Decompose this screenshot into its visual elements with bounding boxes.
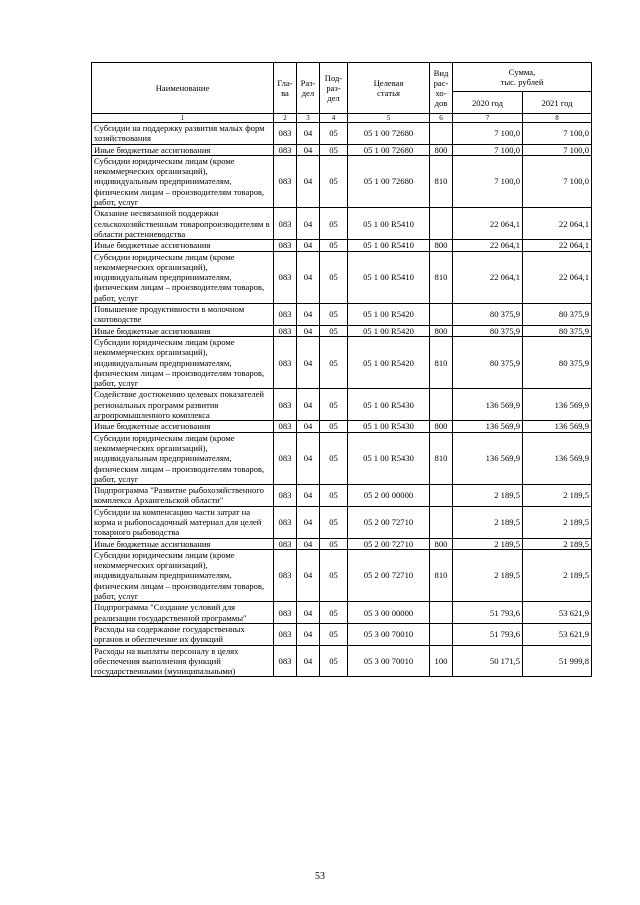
row-sum-2020: 2 189,5 (453, 485, 523, 507)
row-name: Подпрограмма "Развитие рыбохозяйственного комплекса Архангельской области" (92, 485, 274, 507)
table-row (92, 123, 592, 145)
row-sum-2021: 53 621,9 (523, 602, 592, 624)
row-razdel: 04 (297, 336, 320, 388)
header-sum: Сумма, тыс. рублей (453, 63, 592, 92)
table-row (92, 421, 592, 432)
row-sum-2020: 7 100,0 (453, 123, 523, 145)
header-name: Наименование (92, 63, 274, 114)
row-glava: 083 (274, 389, 297, 421)
row-vid: 800 (430, 421, 453, 432)
row-razdel: 04 (297, 623, 320, 645)
row-target-article: 05 1 00 R5420 (348, 304, 430, 326)
row-razdel: 04 (297, 251, 320, 303)
row-glava: 083 (274, 538, 297, 549)
row-vid: 100 (430, 645, 453, 677)
row-sum-2020: 7 100,0 (453, 144, 523, 155)
table-row (92, 623, 592, 645)
row-sum-2020: 136 569,9 (453, 389, 523, 421)
row-target-article: 05 2 00 72710 (348, 538, 430, 549)
row-vid (430, 485, 453, 507)
col-number: 5 (348, 114, 430, 123)
row-sum-2020: 7 100,0 (453, 155, 523, 207)
row-podrazdel: 05 (320, 240, 348, 251)
row-glava: 083 (274, 251, 297, 303)
header-2021: 2021 год (523, 92, 592, 114)
row-vid: 800 (430, 240, 453, 251)
row-target-article: 05 1 00 72680 (348, 155, 430, 207)
row-target-article: 05 1 00 R5430 (348, 389, 430, 421)
row-razdel: 04 (297, 208, 320, 240)
page-number: 53 (315, 871, 325, 882)
row-podrazdel: 05 (320, 506, 348, 538)
row-razdel: 04 (297, 389, 320, 421)
row-target-article: 05 1 00 R5410 (348, 208, 430, 240)
row-razdel: 04 (297, 325, 320, 336)
row-razdel: 04 (297, 602, 320, 624)
col-number: 6 (430, 114, 453, 123)
row-podrazdel: 05 (320, 336, 348, 388)
row-sum-2021: 22 064,1 (523, 251, 592, 303)
row-glava: 083 (274, 421, 297, 432)
row-sum-2021: 22 064,1 (523, 240, 592, 251)
table-row (92, 240, 592, 251)
row-name: Иные бюджетные ассигнования (92, 421, 274, 432)
row-name: Субсидии юридическим лицам (кроме некоммерческих организаций), индивидуальным предпринимателям, физическим лицам – производителям товаров, работ, услуг (92, 432, 274, 484)
table-row (92, 485, 592, 507)
row-sum-2021: 53 621,9 (523, 623, 592, 645)
row-sum-2020: 22 064,1 (453, 251, 523, 303)
row-sum-2021: 51 999,8 (523, 645, 592, 677)
table-row (92, 155, 592, 207)
header-target: Целевая статья (348, 63, 430, 114)
row-name: Иные бюджетные ассигнования (92, 240, 274, 251)
row-sum-2021: 2 189,5 (523, 549, 592, 601)
row-podrazdel: 05 (320, 421, 348, 432)
row-sum-2021: 7 100,0 (523, 123, 592, 145)
row-target-article: 05 1 00 R5420 (348, 325, 430, 336)
col-number: 7 (453, 114, 523, 123)
row-podrazdel: 05 (320, 645, 348, 677)
row-name: Иные бюджетные ассигнования (92, 538, 274, 549)
row-name: Субсидии юридическим лицам (кроме некоммерческих организаций), индивидуальным предпринимателям, физическим лицам – производителям товаров, работ, услуг (92, 251, 274, 303)
row-sum-2020: 80 375,9 (453, 336, 523, 388)
row-name: Субсидии юридическим лицам (кроме некоммерческих организаций), индивидуальным предпринимателям, физическим лицам – производителям товаров, работ, услуг (92, 155, 274, 207)
row-sum-2021: 136 569,9 (523, 421, 592, 432)
row-glava: 083 (274, 304, 297, 326)
row-podrazdel: 05 (320, 549, 348, 601)
row-target-article: 05 2 00 72710 (348, 549, 430, 601)
row-sum-2021: 2 189,5 (523, 506, 592, 538)
table-row (92, 251, 592, 303)
row-razdel: 04 (297, 155, 320, 207)
row-name: Повышение продуктивности в молочном скотоводстве (92, 304, 274, 326)
row-sum-2021: 136 569,9 (523, 432, 592, 484)
row-razdel: 04 (297, 240, 320, 251)
row-razdel: 04 (297, 645, 320, 677)
row-podrazdel: 05 (320, 485, 348, 507)
row-podrazdel: 05 (320, 304, 348, 326)
row-glava: 083 (274, 432, 297, 484)
row-target-article: 05 2 00 00000 (348, 485, 430, 507)
row-vid (430, 389, 453, 421)
row-sum-2020: 136 569,9 (453, 432, 523, 484)
row-podrazdel: 05 (320, 389, 348, 421)
row-razdel: 04 (297, 485, 320, 507)
row-name: Содействие достижению целевых показателей региональных программ развития агропромышленного комплекса (92, 389, 274, 421)
row-razdel: 04 (297, 506, 320, 538)
row-glava: 083 (274, 602, 297, 624)
row-glava: 083 (274, 623, 297, 645)
table-row (92, 325, 592, 336)
row-sum-2020: 2 189,5 (453, 538, 523, 549)
row-target-article: 05 2 00 72710 (348, 506, 430, 538)
row-glava: 083 (274, 123, 297, 145)
col-number: 2 (274, 114, 297, 123)
header-razdel: Раз- дел (297, 63, 320, 114)
budget-table (91, 62, 592, 677)
row-glava: 083 (274, 336, 297, 388)
row-name: Субсидии на поддержку развития малых форм хозяйствования (92, 123, 274, 145)
row-razdel: 04 (297, 432, 320, 484)
row-name: Иные бюджетные ассигнования (92, 325, 274, 336)
row-target-article: 05 1 00 R5430 (348, 432, 430, 484)
row-sum-2020: 80 375,9 (453, 325, 523, 336)
table-row (92, 432, 592, 484)
header-glava: Гла- ва (274, 63, 297, 114)
row-razdel: 04 (297, 549, 320, 601)
col-number: 1 (92, 114, 274, 123)
row-podrazdel: 05 (320, 623, 348, 645)
row-target-article: 05 1 00 72680 (348, 123, 430, 145)
row-vid: 810 (430, 336, 453, 388)
row-sum-2021: 7 100,0 (523, 144, 592, 155)
table-row (92, 602, 592, 624)
row-vid (430, 304, 453, 326)
table-row (92, 506, 592, 538)
row-vid (430, 602, 453, 624)
col-number: 4 (320, 114, 348, 123)
table-row (92, 144, 592, 155)
row-vid (430, 623, 453, 645)
row-glava: 083 (274, 144, 297, 155)
row-vid (430, 123, 453, 145)
row-name: Оказание несвязанной поддержки сельскохозяйственным товаропроизводителям в области растениеводства (92, 208, 274, 240)
row-glava: 083 (274, 325, 297, 336)
row-target-article: 05 1 00 R5420 (348, 336, 430, 388)
row-target-article: 05 1 00 72680 (348, 144, 430, 155)
table-row (92, 645, 592, 677)
row-sum-2020: 2 189,5 (453, 506, 523, 538)
row-podrazdel: 05 (320, 325, 348, 336)
row-sum-2020: 136 569,9 (453, 421, 523, 432)
table-row (92, 389, 592, 421)
row-vid: 800 (430, 538, 453, 549)
row-podrazdel: 05 (320, 251, 348, 303)
row-podrazdel: 05 (320, 155, 348, 207)
row-razdel: 04 (297, 421, 320, 432)
row-vid: 810 (430, 155, 453, 207)
row-podrazdel: 05 (320, 602, 348, 624)
row-razdel: 04 (297, 538, 320, 549)
row-sum-2021: 22 064,1 (523, 208, 592, 240)
row-sum-2021: 80 375,9 (523, 304, 592, 326)
row-podrazdel: 05 (320, 123, 348, 145)
row-target-article: 05 3 00 00000 (348, 602, 430, 624)
row-glava: 083 (274, 485, 297, 507)
row-sum-2021: 7 100,0 (523, 155, 592, 207)
row-glava: 083 (274, 240, 297, 251)
header-podrazdel: Под- раз- дел (320, 63, 348, 114)
table-row (92, 549, 592, 601)
row-target-article: 05 1 00 R5410 (348, 251, 430, 303)
row-glava: 083 (274, 645, 297, 677)
row-vid (430, 208, 453, 240)
row-glava: 083 (274, 208, 297, 240)
row-target-article: 05 3 00 70010 (348, 645, 430, 677)
row-sum-2020: 2 189,5 (453, 549, 523, 601)
row-sum-2021: 80 375,9 (523, 325, 592, 336)
row-sum-2021: 80 375,9 (523, 336, 592, 388)
row-sum-2020: 50 171,5 (453, 645, 523, 677)
row-vid: 810 (430, 549, 453, 601)
row-glava: 083 (274, 155, 297, 207)
row-name: Субсидии юридическим лицам (кроме некоммерческих организаций), индивидуальным предпринимателям, физическим лицам – производителям товаров, работ, услуг (92, 549, 274, 601)
col-number: 3 (297, 114, 320, 123)
row-sum-2020: 80 375,9 (453, 304, 523, 326)
table-header (92, 63, 592, 123)
row-vid: 810 (430, 251, 453, 303)
row-podrazdel: 05 (320, 208, 348, 240)
row-razdel: 04 (297, 123, 320, 145)
row-podrazdel: 05 (320, 432, 348, 484)
row-glava: 083 (274, 506, 297, 538)
row-sum-2020: 51 793,6 (453, 602, 523, 624)
row-sum-2021: 136 569,9 (523, 389, 592, 421)
column-numbers-row (92, 114, 592, 123)
row-target-article: 05 3 00 70010 (348, 623, 430, 645)
row-razdel: 04 (297, 304, 320, 326)
row-sum-2021: 2 189,5 (523, 538, 592, 549)
row-vid: 800 (430, 325, 453, 336)
row-sum-2020: 22 064,1 (453, 208, 523, 240)
row-sum-2020: 22 064,1 (453, 240, 523, 251)
col-number: 8 (523, 114, 592, 123)
row-name: Субсидии юридическим лицам (кроме некоммерческих организаций), индивидуальным предпринимателям, физическим лицам – производителям товаров, работ, услуг (92, 336, 274, 388)
row-target-article: 05 1 00 R5410 (348, 240, 430, 251)
table-body (92, 123, 592, 677)
row-name: Иные бюджетные ассигнования (92, 144, 274, 155)
row-vid: 810 (430, 432, 453, 484)
table-row (92, 336, 592, 388)
table-row (92, 538, 592, 549)
row-podrazdel: 05 (320, 144, 348, 155)
row-name: Субсидии на компенсацию части затрат на корма и рыбопосадочный материал для целей товарного рыбоводства (92, 506, 274, 538)
header-2020: 2020 год (453, 92, 523, 114)
row-glava: 083 (274, 549, 297, 601)
row-sum-2021: 2 189,5 (523, 485, 592, 507)
table-row (92, 304, 592, 326)
row-target-article: 05 1 00 R5430 (348, 421, 430, 432)
row-vid: 800 (430, 144, 453, 155)
row-name: Расходы на выплаты персоналу в целях обеспечения выполнения функций государственными (муниципальными) (92, 645, 274, 677)
table-row (92, 208, 592, 240)
row-sum-2020: 51 793,6 (453, 623, 523, 645)
row-name: Расходы на содержание государственных органов и обеспечение их функций (92, 623, 274, 645)
row-vid (430, 506, 453, 538)
header-vid: Вид рас- хо- дов (430, 63, 453, 114)
row-name: Подпрограмма "Создание условий для реализации государственной программы" (92, 602, 274, 624)
row-razdel: 04 (297, 144, 320, 155)
row-podrazdel: 05 (320, 538, 348, 549)
